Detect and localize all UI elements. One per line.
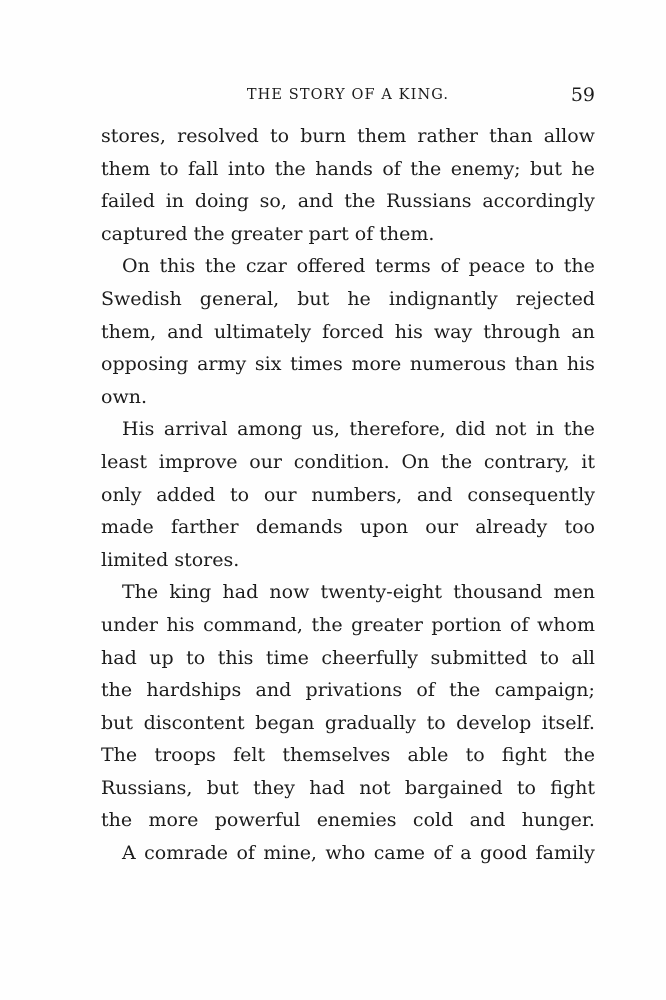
paragraph-3 <box>101 413 595 576</box>
text-line: On this the czar offered terms of peace to the <box>122 255 595 278</box>
text-line: Swedish general, but he indignantly rejected <box>101 287 595 310</box>
text-line: The troops felt themselves able to fight the <box>101 744 595 767</box>
text-line: own. <box>101 385 147 408</box>
text-line: had up to this time cheerfully submitted to all <box>101 646 595 669</box>
page-number: 59 <box>570 84 595 106</box>
text-line: captured the greater part of them. <box>101 222 435 245</box>
running-head <box>101 84 595 108</box>
text-line: opposing army six times more numerous than his <box>101 353 595 376</box>
text-line: stores, resolved to burn them rather than allow <box>101 125 595 147</box>
text-line: failed in doing so, and the Russians accordingly <box>101 190 595 213</box>
text-line: Russians, but they had not bargained to fight <box>101 776 595 799</box>
text-line: but discontent began gradually to develop itself. <box>101 711 595 734</box>
text-line: only added to our numbers, and consequently <box>101 483 595 506</box>
body-text <box>101 120 595 870</box>
text-line: under his command, the greater portion of whom <box>101 613 595 636</box>
text-line: them to fall into the hands of the enemy; but he <box>101 157 595 180</box>
paragraph-2 <box>101 250 595 413</box>
paragraph-5 <box>101 837 595 870</box>
paragraph-4 <box>101 576 595 837</box>
text-line: His arrival among us, therefore, did not in the <box>122 418 595 441</box>
text-line: made farther demands upon our already too <box>101 516 595 539</box>
text-line: them, and ultimately forced his way through an <box>101 320 595 343</box>
text-line: the more powerful enemies cold and hunger. <box>101 809 595 832</box>
text-line: least improve our condition. On the contrary, it <box>101 450 595 473</box>
text-line: limited stores. <box>101 548 240 571</box>
text-line: The king had now twenty-eight thousand men <box>122 581 595 604</box>
running-title: THE STORY OF A KING. <box>246 87 450 103</box>
paragraph-1 <box>101 120 595 250</box>
text-line: the hardships and privations of the campaign; <box>101 679 595 702</box>
text-line: A comrade of mine, who came of a good family <box>122 842 595 865</box>
